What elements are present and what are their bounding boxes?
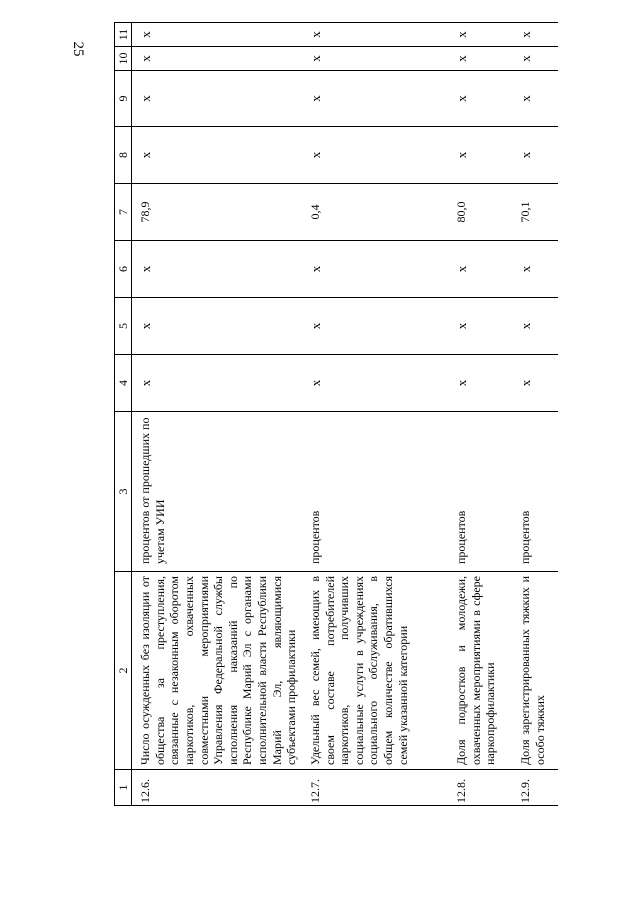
value-col-10: x	[512, 47, 558, 71]
value-col-5: x	[132, 298, 302, 355]
value-col-7: 78,9	[132, 184, 302, 241]
value-col-11: x	[302, 23, 448, 47]
value-col-4: x	[448, 355, 512, 412]
header-row	[115, 23, 132, 806]
row-number: 12.9.	[512, 770, 558, 806]
value-col-9: x	[302, 71, 448, 127]
value-col-8: x	[132, 127, 302, 184]
value-col-4: x	[132, 355, 302, 412]
rotated-page-content	[114, 23, 566, 806]
row-number: 12.8.	[448, 770, 512, 806]
unit-of-measure: процентов от прошедших по учетам УИИ	[132, 412, 302, 572]
value-col-6: x	[512, 241, 558, 298]
value-col-10: x	[132, 47, 302, 71]
value-col-11: x	[512, 23, 558, 47]
indicator-name	[448, 572, 512, 770]
indicators-table	[114, 22, 558, 806]
unit-of-measure: процентов	[512, 412, 558, 572]
unit-of-measure: процентов	[448, 412, 512, 572]
header-col-8: 8	[115, 127, 132, 184]
value-col-6: x	[448, 241, 512, 298]
table-row	[448, 23, 512, 806]
value-col-6: x	[302, 241, 448, 298]
value-col-8: x	[512, 127, 558, 184]
header-col-9: 9	[115, 71, 132, 127]
value-col-6: x	[132, 241, 302, 298]
row-number: 12.6.	[132, 770, 302, 806]
value-col-10: x	[302, 47, 448, 71]
value-col-8: x	[448, 127, 512, 184]
table-header	[115, 23, 132, 806]
row-number: 12.7.	[302, 770, 448, 806]
indicator-name-text: Удельный вес семей, имеющих в своем составе потребителей наркотиков, получивших социальные услуги в учреждениях социального обслуживания, в общем количестве обратившихся семей указанной категории	[307, 576, 410, 765]
page-number: 25	[70, 41, 86, 57]
value-col-11: x	[132, 23, 302, 47]
indicator-name	[302, 572, 448, 770]
value-col-9: x	[512, 71, 558, 127]
header-col-10: 10	[115, 47, 132, 71]
indicator-name-text: Доля зарегистрированных тяжких и особо тяжких	[517, 576, 547, 765]
value-col-4: x	[302, 355, 448, 412]
value-col-5: x	[448, 298, 512, 355]
header-col-6: 6	[115, 241, 132, 298]
value-col-7: 80,0	[448, 184, 512, 241]
header-col-7: 7	[115, 184, 132, 241]
value-col-5: x	[512, 298, 558, 355]
header-col-2: 2	[115, 572, 132, 770]
header-col-5: 5	[115, 298, 132, 355]
table-row	[132, 23, 302, 806]
value-col-4: x	[512, 355, 558, 412]
header-col-3: 3	[115, 412, 132, 572]
value-col-9: x	[448, 71, 512, 127]
indicator-name-text: Число осужденных без изоляции от общества за преступления, связанные с незаконным оборотом наркотиков, охваченных совместными мероприятиями Управления Федеральной службы исполнения наказаний по Республике Марий Эл с органами исполнительной власти Республики Марий Эл, являющимися субъектами профилактики	[138, 576, 299, 765]
header-col-11: 11	[115, 23, 132, 47]
value-col-7: 70,1	[512, 184, 558, 241]
value-col-7: 0,4	[302, 184, 448, 241]
table-row	[302, 23, 448, 806]
indicator-name	[132, 572, 302, 770]
value-col-10: x	[448, 47, 512, 71]
value-col-9: x	[132, 71, 302, 127]
value-col-8: x	[302, 127, 448, 184]
indicator-name	[512, 572, 558, 770]
table-row	[512, 23, 558, 806]
indicator-name-text: Доля подростков и молодежи, охваченных мероприятиями в сфере наркопрофилактики	[453, 576, 498, 765]
header-col-4: 4	[115, 355, 132, 412]
value-col-5: x	[302, 298, 448, 355]
value-col-11: x	[448, 23, 512, 47]
unit-of-measure: процентов	[302, 412, 448, 572]
header-col-1: 1	[115, 770, 132, 806]
